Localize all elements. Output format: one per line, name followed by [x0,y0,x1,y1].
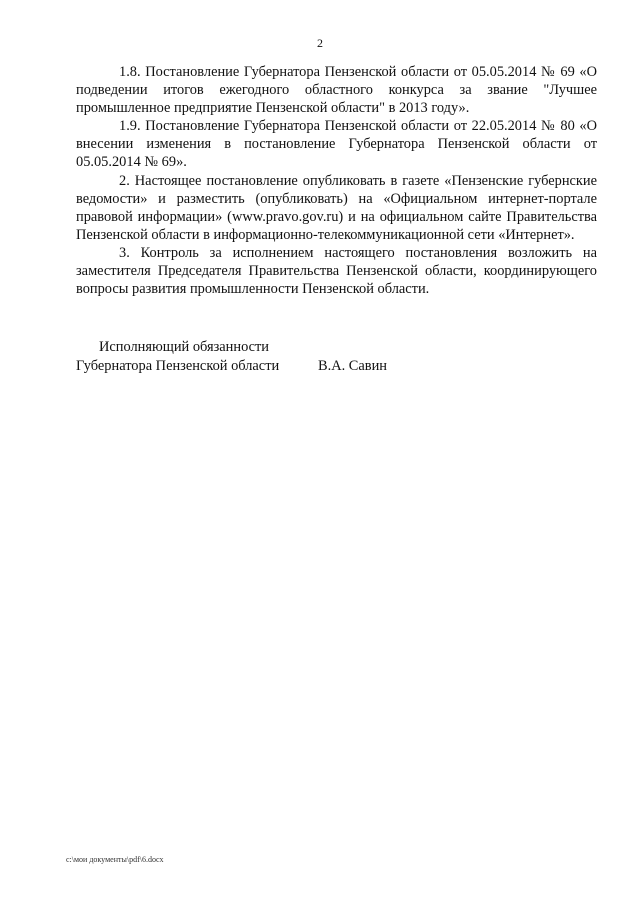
signature-title-line: Исполняющий обязанности [99,339,270,355]
signature-block [76,338,596,376]
signature-position-line [76,357,596,376]
footer-file-path: c:\мои документы\pdf\6.docx [66,855,164,864]
paragraph-3-control: 3. Контроль за исполнением настоящего постановления возложить на заместителя Председателя Правительства Пензенской области, координирующего вопросы развития промышленности Пензенской области. [76,244,597,298]
paragraph-2-publication: 2. Настоящее постановление опубликовать в газете «Пензенские губернские ведомости» и разместить (опубликовать) на «Официальном интернет-портале правовой информации» (www.pravo.gov.ru) и на официальном сайте Правительства Пензенской области в информационно-телекоммуникационной сети «Интернет». [76,172,597,243]
signatory-name: В.А. Савин [318,358,387,374]
page-number: 2 [317,36,323,50]
signature-position: Губернатора Пензенской области [76,358,280,374]
document-body [76,63,597,298]
paragraph-1-8: 1.8. Постановление Губернатора Пензенской области от 05.05.2014 № 69 «О подведении итогов ежегодного областного конкурса за звание "Лучшее промышленное предприятие Пензенской области" в 2013 году». [76,64,597,117]
paragraph-1-9: 1.9. Постановление Губернатора Пензенской области от 22.05.2014 № 80 «О внесении изменения в постановление Губернатора Пензенской области от 05.05.2014 № 69». [76,118,597,171]
